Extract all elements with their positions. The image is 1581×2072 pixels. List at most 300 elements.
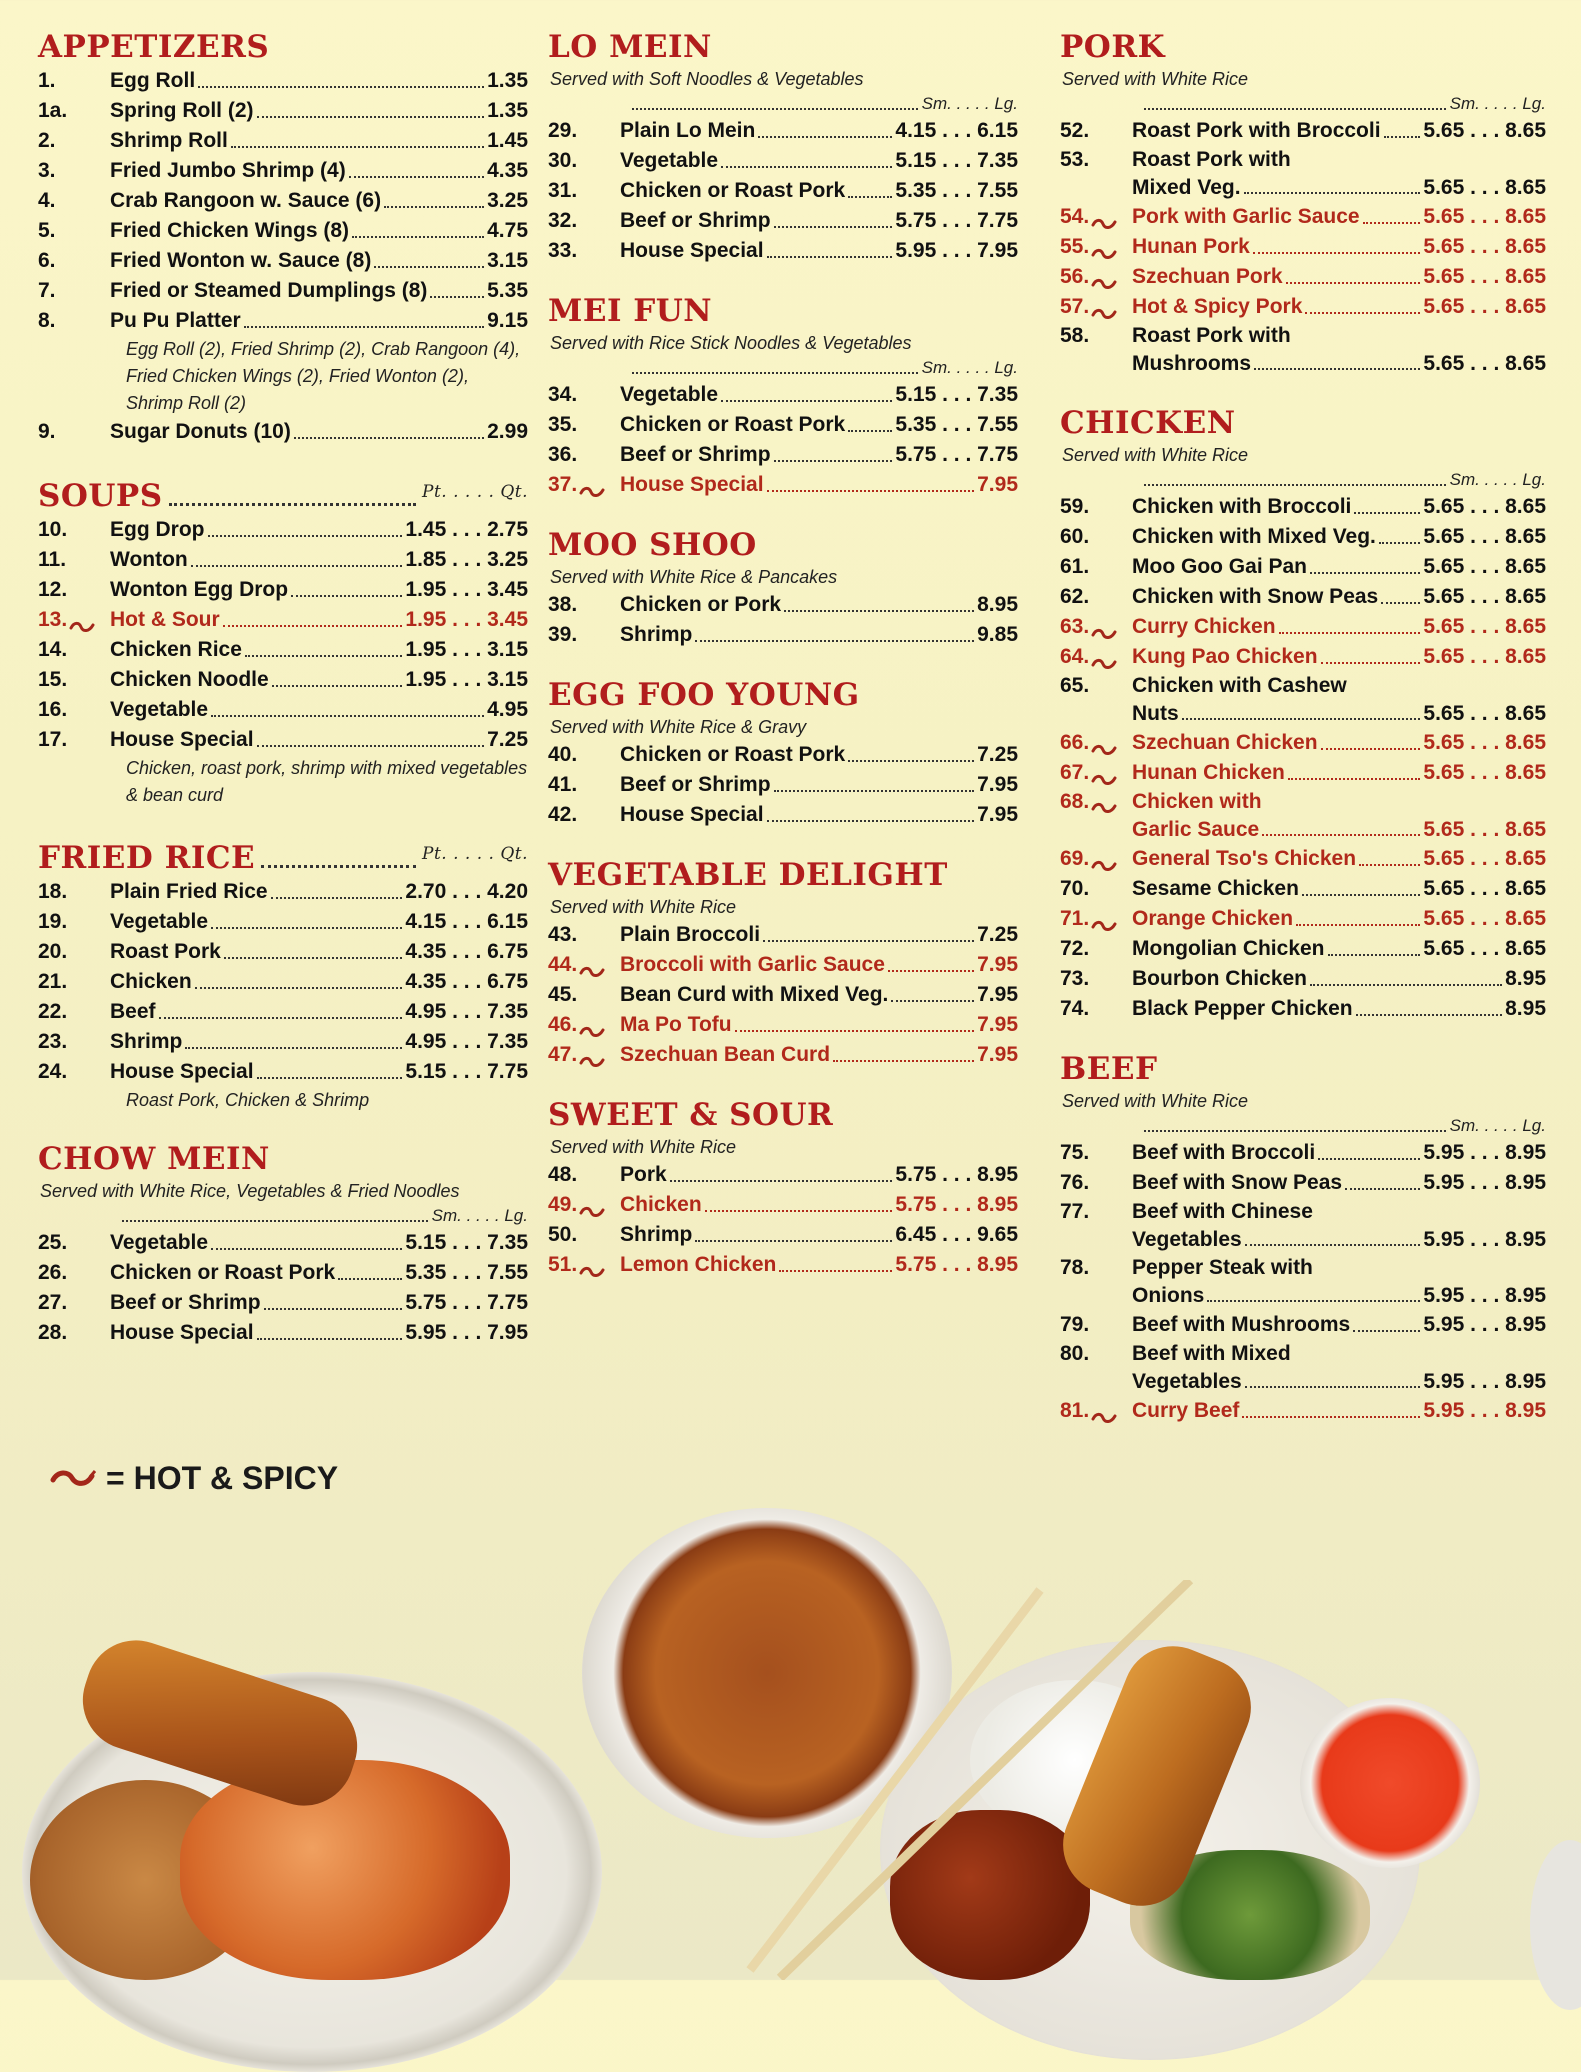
item-name: House Special [110, 1321, 254, 1344]
menu-item [548, 920, 1018, 950]
item-number-text: 19. [38, 910, 68, 933]
item-price: 5.65 . . . 8.65 [1423, 645, 1546, 668]
item-price: 5.35 . . . 7.55 [895, 179, 1018, 202]
menu-section [38, 835, 528, 1114]
item-price: 5.95 . . . 7.95 [895, 239, 1018, 262]
item-name: House Special [620, 803, 764, 826]
item-number [1060, 904, 1132, 934]
dot-leader [185, 1047, 402, 1049]
item-number-text: 32. [548, 209, 578, 232]
menu-item [38, 126, 528, 156]
dot-leader [430, 296, 484, 298]
item-number-text: 36. [548, 443, 578, 466]
menu-item-line [1060, 1340, 1546, 1368]
item-number-text: 81. [1060, 1399, 1090, 1422]
chili-pepper-icon [1091, 795, 1117, 809]
menu-item-line [1060, 1282, 1546, 1310]
item-name: Shrimp Roll [110, 129, 228, 152]
item-number [1060, 292, 1132, 322]
item-number-text: 18. [38, 880, 68, 903]
section-title [1060, 28, 1546, 66]
dot-leader [1318, 1158, 1420, 1160]
menu-item [548, 236, 1018, 266]
item-number-text: 5. [38, 219, 56, 242]
item-name: Spring Roll (2) [110, 99, 254, 122]
dot-leader [767, 490, 975, 492]
item-number [38, 276, 110, 306]
dot-leader [1182, 718, 1421, 720]
item-price: 7.95 [977, 1043, 1018, 1066]
dot-leader [1253, 252, 1421, 254]
item-number-text: 59. [1060, 495, 1090, 518]
section-title [38, 28, 528, 66]
section-title-text: PORK [1060, 29, 1166, 65]
size-header: Sm. . . . . Lg. [1449, 94, 1546, 113]
item-number [548, 1190, 620, 1220]
size-header: Sm. . . . . Lg. [1449, 1116, 1546, 1135]
item-name: Broccoli with Garlic Sauce [620, 953, 885, 976]
dot-leader [1321, 662, 1421, 664]
dot-leader [848, 430, 892, 432]
item-number [548, 1010, 620, 1040]
item-number [38, 967, 110, 997]
dot-leader [767, 820, 975, 822]
section-subtitle: Served with White Rice, Vegetables & Fried Noodles [40, 1181, 460, 1201]
menu-item [38, 96, 528, 126]
item-number-text: 45. [548, 983, 578, 1006]
dot-leader [774, 790, 975, 792]
menu-column-3 [1060, 28, 1546, 1452]
item-number-text: 60. [1060, 525, 1090, 548]
item-price: 5.95 . . . 8.95 [1423, 1228, 1546, 1251]
item-name: Chicken with Cashew [1132, 674, 1347, 697]
dot-leader [1310, 984, 1502, 986]
item-number [38, 156, 110, 186]
dot-leader [848, 196, 892, 198]
dot-leader [1359, 864, 1420, 866]
item-name: Beef with Chinese [1132, 1200, 1313, 1223]
item-price: 5.75 . . . 8.95 [895, 1253, 1018, 1276]
item-price: 5.65 . . . 8.65 [1423, 295, 1546, 318]
size-header: Pt. . . . . Qt. [422, 844, 528, 864]
menu-section [548, 28, 1018, 266]
item-number [38, 216, 110, 246]
item-number-text: 17. [38, 728, 68, 751]
item-number [1060, 874, 1132, 904]
section-title [1060, 404, 1546, 442]
dot-leader [1254, 368, 1420, 370]
menu-item [1060, 904, 1546, 934]
item-price: 5.65 . . . 8.65 [1423, 818, 1546, 841]
item-number [38, 545, 110, 575]
item-price: 5.65 . . . 8.65 [1423, 525, 1546, 548]
dot-leader [211, 715, 484, 717]
item-name: Orange Chicken [1132, 907, 1294, 930]
dot-leader [1310, 572, 1420, 574]
item-number [1060, 1198, 1132, 1226]
chili-pepper-icon [579, 1258, 605, 1272]
dot-leader [632, 372, 918, 374]
item-price: 1.95 . . . 3.45 [405, 578, 528, 601]
item-price: 1.95 . . . 3.45 [405, 608, 528, 631]
dot-leader [784, 610, 974, 612]
item-name: Beef with Mushrooms [1132, 1313, 1351, 1336]
item-name: Fried Jumbo Shrimp (4) [110, 159, 346, 182]
item-number [548, 470, 620, 500]
sweet-sour-chicken-photo [180, 1760, 510, 1980]
menu-item [1060, 672, 1546, 728]
item-price: 6.45 . . . 9.65 [895, 1223, 1018, 1246]
item-price: 9.85 [977, 623, 1018, 646]
dot-leader [1245, 1386, 1421, 1388]
item-number-text: 30. [548, 149, 578, 172]
item-name: Chicken or Roast Pork [110, 1261, 336, 1284]
item-number [38, 877, 110, 907]
section-title [548, 28, 1018, 66]
item-price: 3.25 [487, 189, 528, 212]
item-price: 8.95 [977, 593, 1018, 616]
item-number [1060, 1310, 1132, 1340]
item-name: Shrimp [620, 1223, 693, 1246]
item-price: 5.65 . . . 8.65 [1423, 702, 1546, 725]
section-subtitle: Served with Soft Noodles & Vegetables [550, 69, 864, 89]
dot-leader [1262, 834, 1420, 836]
menu-item [1060, 1310, 1546, 1340]
menu-section [38, 473, 528, 809]
menu-item [38, 216, 528, 246]
item-number-text: 37. [548, 473, 578, 496]
menu-item [548, 1010, 1018, 1040]
menu-item-line [1060, 350, 1546, 378]
item-price: 4.15 . . . 6.15 [405, 910, 528, 933]
item-number-text: 38. [548, 593, 578, 616]
item-name: Roast Pork with [1132, 148, 1291, 171]
item-price: 5.65 . . . 8.65 [1423, 495, 1546, 518]
menu-item [1060, 582, 1546, 612]
item-price: 4.35 . . . 6.75 [405, 970, 528, 993]
dot-leader [244, 326, 484, 328]
dot-leader [1207, 1300, 1420, 1302]
item-number [1060, 728, 1132, 758]
item-number-text: 54. [1060, 205, 1090, 228]
item-name: Ma Po Tofu [620, 1013, 732, 1036]
dot-leader [1242, 1416, 1420, 1418]
dot-leader [1345, 1188, 1420, 1190]
legend-text: = HOT & SPICY [106, 1460, 339, 1496]
item-number [38, 1057, 110, 1087]
item-number-text: 67. [1060, 761, 1090, 784]
item-number [38, 306, 110, 336]
section-title-text: BEEF [1060, 1051, 1158, 1087]
menu-item [548, 1220, 1018, 1250]
item-name: Shrimp [110, 1030, 183, 1053]
item-number [548, 980, 620, 1010]
chili-pepper-icon [1091, 210, 1117, 224]
item-number-text: 61. [1060, 555, 1090, 578]
item-number-text: 76. [1060, 1171, 1090, 1194]
dot-leader [272, 685, 403, 687]
menu-item-line [1060, 146, 1546, 174]
item-name: Beef or Shrimp [620, 773, 771, 796]
item-number-text: 9. [38, 420, 56, 443]
menu-item [548, 770, 1018, 800]
item-name: Plain Lo Mein [620, 119, 756, 142]
item-name: House Special [110, 1060, 254, 1083]
menu-item [548, 1040, 1018, 1070]
dot-leader [767, 256, 893, 258]
item-number [38, 665, 110, 695]
section-title-text: MOO SHOO [548, 527, 757, 563]
item-name: Black Pepper Chicken [1132, 997, 1353, 1020]
menu-section [1060, 404, 1546, 1024]
item-number-text: 29. [548, 119, 578, 142]
item-number-text: 33. [548, 239, 578, 262]
item-price: 5.65 . . . 8.65 [1423, 615, 1546, 638]
section-title-text: VEGETABLE DELIGHT [548, 857, 948, 893]
item-price: 7.95 [977, 773, 1018, 796]
section-title-text: CHOW MEIN [38, 1141, 270, 1177]
item-price: 5.15 . . . 7.35 [405, 1231, 528, 1254]
section-title-text: EGG FOO YOUNG [548, 677, 860, 713]
item-price: 7.25 [487, 728, 528, 751]
item-number [1060, 1340, 1132, 1368]
chili-pepper-icon [1091, 1404, 1117, 1418]
item-name: Bean Curd with Mixed Veg. [620, 983, 889, 1006]
item-name: Vegetable [110, 910, 209, 933]
dot-leader [1288, 778, 1421, 780]
dot-leader [352, 236, 484, 238]
item-number-text: 51. [548, 1253, 578, 1276]
menu-item [1060, 262, 1546, 292]
item-number-text: 66. [1060, 731, 1090, 754]
menu-item [1060, 874, 1546, 904]
item-number [1060, 582, 1132, 612]
dot-leader [721, 166, 892, 168]
item-price: 5.15 . . . 7.35 [895, 383, 1018, 406]
menu-item [548, 1160, 1018, 1190]
item-number [1060, 262, 1132, 292]
item-name-cont: Mushrooms [1132, 352, 1252, 375]
section-title [38, 835, 528, 877]
menu-item [38, 997, 528, 1027]
item-price: 5.75 . . . 8.95 [895, 1193, 1018, 1216]
item-price: 4.95 [487, 698, 528, 721]
size-header-row [548, 92, 1018, 116]
dot-leader [1286, 282, 1421, 284]
item-number [1060, 1254, 1132, 1282]
item-number [38, 575, 110, 605]
section-title [1060, 1050, 1546, 1088]
chili-pepper-icon [579, 1198, 605, 1212]
item-number-text: 43. [548, 923, 578, 946]
item-number [38, 1258, 110, 1288]
item-number [1060, 202, 1132, 232]
menu-item-line [1060, 1226, 1546, 1254]
item-name: House Special [110, 728, 254, 751]
menu-item [38, 1288, 528, 1318]
item-number [38, 695, 110, 725]
sauce-cup-photo [1300, 1698, 1480, 1868]
item-number [38, 515, 110, 545]
chili-pepper-icon [1091, 912, 1117, 926]
dot-leader [231, 146, 484, 148]
item-description: Egg Roll (2), Fried Shrimp (2), Crab Rangoon (4), Fried Chicken Wings (2), Fried Wonton (2), Shrimp Roll (2) [126, 339, 521, 413]
menu-item [38, 1027, 528, 1057]
item-number-text: 62. [1060, 585, 1090, 608]
item-number-text: 41. [548, 773, 578, 796]
section-subtitle: Served with White Rice [1062, 445, 1249, 465]
item-description: Roast Pork, Chicken & Shrimp [126, 1090, 370, 1110]
menu-item [1060, 642, 1546, 672]
menu-item [38, 306, 528, 336]
item-price: 5.65 . . . 8.65 [1423, 235, 1546, 258]
item-price: 5.65 . . . 8.65 [1423, 119, 1546, 142]
item-number-text: 1a. [38, 99, 68, 122]
item-number-text: 42. [548, 803, 578, 826]
item-number [548, 770, 620, 800]
dot-leader [338, 1278, 402, 1280]
section-title [548, 676, 1018, 714]
item-name: Wonton Egg Drop [110, 578, 289, 601]
menu-item [548, 800, 1018, 830]
item-name: Vegetable [620, 383, 719, 406]
dot-leader [349, 176, 484, 178]
item-number-text: 13. [38, 608, 68, 631]
item-price: 1.45 . . . 2.75 [405, 518, 528, 541]
size-header: Pt. . . . . Qt. [422, 482, 528, 502]
item-number [1060, 522, 1132, 552]
item-name: Curry Beef [1132, 1399, 1240, 1422]
dot-leader [195, 987, 403, 989]
menu-item-line [1060, 700, 1546, 728]
dot-leader [1144, 484, 1446, 486]
item-number-text: 53. [1060, 148, 1090, 171]
item-price: 1.35 [487, 99, 528, 122]
menu-item [548, 206, 1018, 236]
dot-leader [632, 108, 918, 110]
menu-item-line [1060, 788, 1546, 816]
dot-leader [705, 1210, 893, 1212]
section-subtitle: Served with White Rice [1062, 1091, 1249, 1111]
item-number-text: 75. [1060, 1141, 1090, 1164]
item-price: 5.75 . . . 8.95 [895, 1163, 1018, 1186]
section-title-text: SWEET & SOUR [548, 1097, 834, 1133]
item-number-text: 70. [1060, 877, 1090, 900]
item-name: Wonton [110, 548, 188, 571]
item-number [1060, 964, 1132, 994]
chili-pepper-icon [1091, 240, 1117, 254]
item-number [38, 1027, 110, 1057]
dot-leader [891, 1000, 974, 1002]
item-number-text: 63. [1060, 615, 1090, 638]
item-number [548, 1250, 620, 1280]
dot-leader [1244, 192, 1421, 194]
section-subtitle: Served with Rice Stick Noodles & Vegetables [550, 333, 912, 353]
menu-section [548, 1096, 1018, 1280]
plate-edge-photo [1530, 1840, 1581, 2010]
section-title-text: APPETIZERS [38, 29, 270, 65]
menu-item [548, 1190, 1018, 1220]
item-name: Chicken [110, 970, 192, 993]
item-name: Roast Pork [110, 940, 221, 963]
item-name: Roast Pork with [1132, 324, 1291, 347]
item-name: Plain Broccoli [620, 923, 761, 946]
chili-pepper-icon [69, 613, 95, 627]
dot-leader [1328, 954, 1421, 956]
section-title [38, 1140, 528, 1178]
dot-leader [670, 1180, 893, 1182]
item-price: 7.95 [977, 1013, 1018, 1036]
item-number-text: 16. [38, 698, 68, 721]
chili-pepper-icon [1091, 766, 1117, 780]
item-number-text: 72. [1060, 937, 1090, 960]
chili-pepper-icon [1091, 736, 1117, 750]
item-number-text: 73. [1060, 967, 1090, 990]
dot-leader [833, 1060, 974, 1062]
menu-item [548, 620, 1018, 650]
item-price: 4.95 . . . 7.35 [405, 1030, 528, 1053]
item-name: Fried or Steamed Dumplings (8) [110, 279, 428, 302]
dot-leader [721, 400, 892, 402]
menu-item [1060, 844, 1546, 874]
menu-item [38, 575, 528, 605]
item-price: 5.95 . . . 8.95 [1423, 1141, 1546, 1164]
item-name: Egg Drop [110, 518, 205, 541]
menu-item [38, 1318, 528, 1348]
section-title [548, 1096, 1018, 1134]
item-name: Chicken with Mixed Veg. [1132, 525, 1376, 548]
item-number [548, 920, 620, 950]
item-number [1060, 146, 1132, 174]
item-name: Roast Pork with Broccoli [1132, 119, 1381, 142]
item-number [38, 66, 110, 96]
chili-pepper-icon [1091, 852, 1117, 866]
menu-item [548, 176, 1018, 206]
item-name: Beef [110, 1000, 156, 1023]
menu-item [1060, 202, 1546, 232]
menu-item [548, 410, 1018, 440]
dot-leader [169, 503, 416, 506]
item-name: General Tso's Chicken [1132, 847, 1357, 870]
item-number [548, 410, 620, 440]
item-number [1060, 758, 1132, 788]
item-name: Beef with Mixed [1132, 1342, 1291, 1365]
dot-leader [374, 266, 484, 268]
size-header-row [548, 356, 1018, 380]
section-title-text: MEI FUN [548, 293, 713, 329]
item-name: Chicken with Snow Peas [1132, 585, 1379, 608]
item-name: Hot & Sour [110, 608, 220, 631]
item-name: Szechuan Pork [1132, 265, 1283, 288]
menu-item [548, 440, 1018, 470]
menu-item [38, 1228, 528, 1258]
chili-pepper-icon [1091, 620, 1117, 634]
item-number-text: 44. [548, 953, 578, 976]
size-header-row [1060, 1114, 1546, 1138]
dot-leader [191, 565, 403, 567]
item-name: Shrimp [620, 623, 693, 646]
item-number [548, 1040, 620, 1070]
dot-leader [245, 655, 403, 657]
menu-section [38, 28, 528, 447]
item-number-text: 40. [548, 743, 578, 766]
dot-leader [1363, 222, 1421, 224]
chili-pepper-icon [50, 1468, 96, 1490]
item-name: Chicken with Broccoli [1132, 495, 1352, 518]
item-name: Chicken or Roast Pork [620, 413, 846, 436]
size-header: Sm. . . . . Lg. [921, 94, 1018, 113]
item-number-text: 8. [38, 309, 56, 332]
